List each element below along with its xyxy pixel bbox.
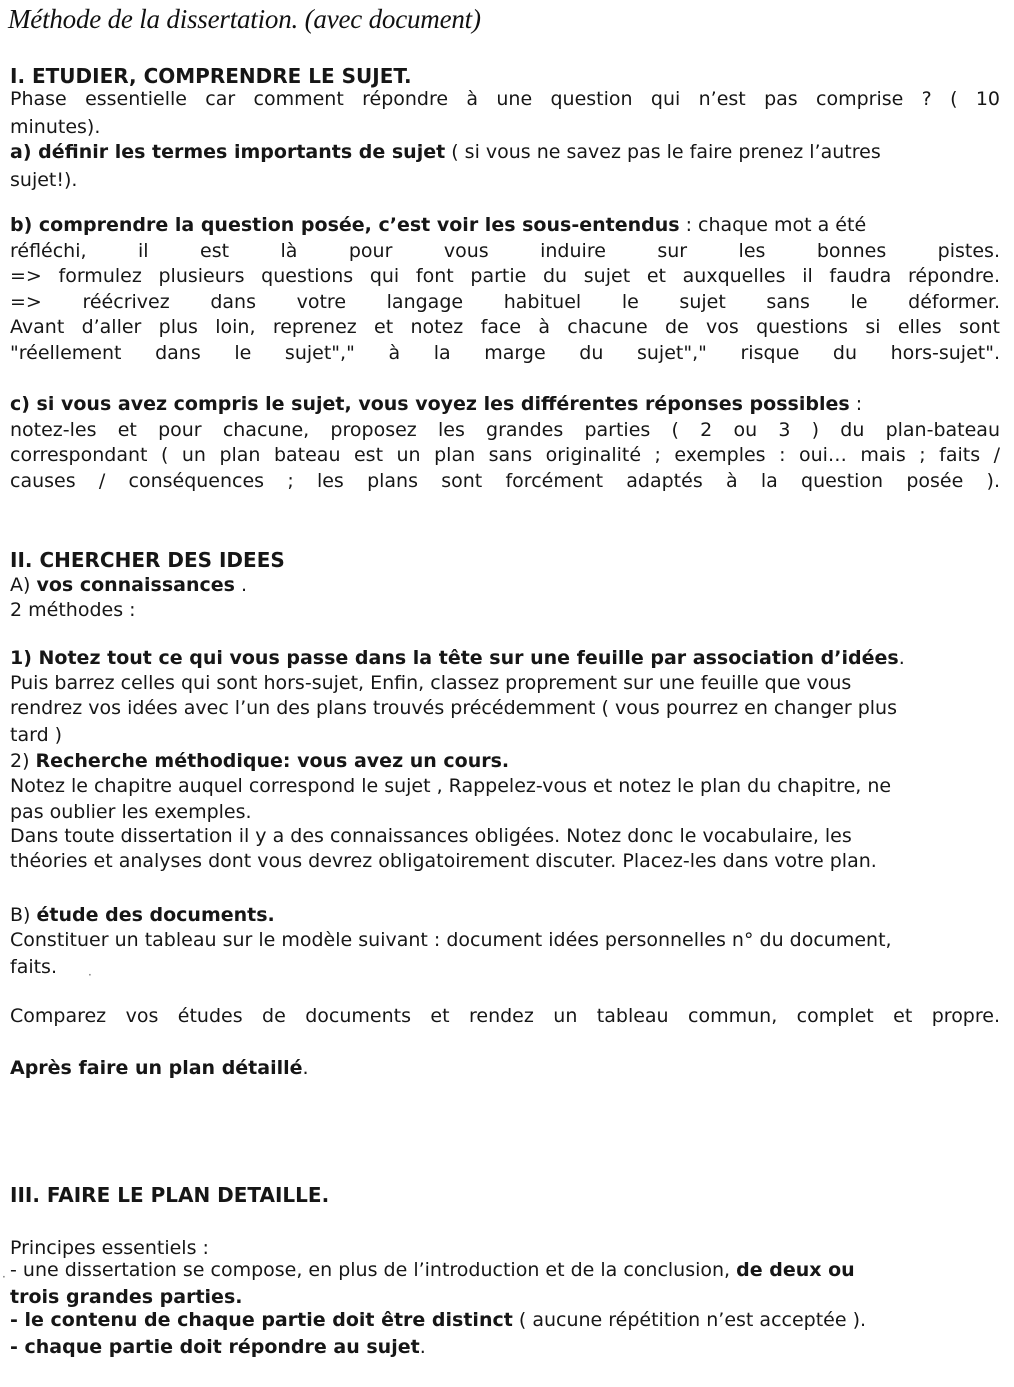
section-2-heading: II. CHERCHER DES IDEES: [10, 548, 285, 572]
s1-intro-line-2: minutes).: [10, 116, 101, 138]
s2-m2-line-1: [10, 749, 1000, 773]
s2-m2-prefix: 2): [10, 750, 36, 772]
s3-p1-normal: - une dissertation se compose, en plus de l’introduction et de la conclusion,: [10, 1259, 737, 1281]
section-3-heading: III. FAIRE LE PLAN DETAILLE.: [10, 1183, 330, 1207]
scan-speck-margin: ·: [2, 1270, 6, 1284]
s2-A-line: [10, 573, 1000, 597]
s3-p3-line: [10, 1335, 1000, 1359]
s1-b-bold: b) comprendre la question posée, c’est voir les sous-entendus: [10, 214, 680, 236]
s2-A-suffix: .: [234, 574, 248, 596]
s2-m2-line-4: Dans toute dissertation il y a des connaissances obligées. Notez donc le vocabulaire, les: [10, 825, 852, 847]
s2-B-line-4: Comparez vos études de documents et rendez un tableau commun, complet et propre.: [10, 1005, 1000, 1027]
s3-p1-line-1: [10, 1258, 1000, 1282]
s1-a-bold: a) définir les termes importants de sujet: [10, 141, 446, 163]
s2-after-line: [10, 1056, 1000, 1080]
s3-p2-rest: ( aucune répétition n’est acceptée ).: [512, 1309, 867, 1331]
s1-a-line-1: [10, 140, 1000, 164]
s2-m1-line-4: tard ): [10, 724, 63, 746]
section-1-heading: I. ETUDIER, COMPRENDRE LE SUJET.: [10, 64, 412, 88]
s2-B-line-2: Constituer un tableau sur le modèle suivant : document idées personnelles n° du document,: [10, 929, 892, 951]
s3-p1-line-2: trois grandes parties.: [10, 1286, 243, 1308]
s1-intro-line-1: Phase essentielle car comment répondre à une question qui n’est pas comprise ? ( 10: [10, 88, 1000, 110]
s2-m2-line-2: Notez le chapitre auquel correspond le sujet , Rappelez-vous et notez le plan du chapitre, ne: [10, 775, 892, 797]
s1-b-line-3: => formulez plusieurs questions qui font partie du sujet et auxquelles il faudra répondre.: [10, 265, 1000, 287]
s2-m1-suffix: .: [898, 647, 905, 669]
s2-B-line-3: faits.: [10, 956, 57, 978]
s3-p1-bold: de deux ou: [736, 1259, 855, 1281]
s2-m2-bold: Recherche méthodique: vous avez un cours.: [35, 750, 510, 772]
document-title: Méthode de la dissertation. (avec document): [8, 4, 481, 34]
s2-m1-line-3: rendrez vos idées avec l’un des plans trouvés précédemment ( vous pourrez en changer plus: [10, 697, 897, 719]
s2-m1-line-2: Puis barrez celles qui sont hors-sujet, Enfin, classez proprement sur une feuille que vous: [10, 672, 852, 694]
s2-B-prefix: B): [10, 904, 37, 926]
s2-A-prefix: A): [10, 574, 37, 596]
s1-a-line-2: sujet!).: [10, 169, 78, 191]
s1-b-line-5: Avant d’aller plus loin, reprenez et notez face à chacune de vos questions si elles sont: [10, 316, 1000, 338]
s2-B-line-1: [10, 903, 1000, 927]
s2-after-bold: Après faire un plan détaillé: [10, 1057, 303, 1079]
s3-principles-line: Principes essentiels :: [10, 1237, 209, 1259]
s2-m1-bold: 1) Notez tout ce qui vous passe dans la tête sur une feuille par association d’idées: [10, 647, 899, 669]
s1-c-line-1: [10, 392, 1000, 416]
s1-b-line-2: réfléchi, il est là pour vous induire sur les bonnes pistes.: [10, 240, 1000, 262]
s2-m2-line-3: pas oublier les exemples.: [10, 801, 252, 823]
s2-methods-line: 2 méthodes :: [10, 599, 136, 621]
s1-c-rest: :: [849, 393, 863, 415]
s1-b-rest: : chaque mot a été: [679, 214, 867, 236]
s1-b-line-6: "réellement dans le sujet"," à la marge du sujet"," risque du hors-sujet".: [10, 342, 1000, 364]
s2-B-bold: étude des documents.: [36, 904, 275, 926]
s3-p3-bold: - chaque partie doit répondre au sujet: [10, 1336, 420, 1358]
s3-p2-line: [10, 1308, 1000, 1332]
s1-a-rest: ( si vous ne savez pas le faire prenez l’autres: [445, 141, 881, 163]
s2-A-bold: vos connaissances: [36, 574, 235, 596]
s1-c-line-3: correspondant ( un plan bateau est un plan sans originalité ; exemples : oui… mais ; faits /: [10, 444, 1000, 466]
s3-p2-bold: - le contenu de chaque partie doit être distinct: [10, 1309, 513, 1331]
s1-c-line-2: notez-les et pour chacune, proposez les grandes parties ( 2 ou 3 ) du plan-bateau: [10, 419, 1000, 441]
s1-b-line-1: [10, 213, 1000, 237]
s1-c-bold: c) si vous avez compris le sujet, vous voyez les différentes réponses possibles: [10, 393, 850, 415]
s1-b-line-4: => réécrivez dans votre langage habituel le sujet sans le déformer.: [10, 291, 1000, 313]
s2-after-suffix: .: [302, 1057, 309, 1079]
s2-m1-line-1: [10, 646, 1000, 670]
s1-c-line-4: causes / conséquences ; les plans sont forcément adaptés à la question posée ).: [10, 470, 1000, 492]
s3-p3-suffix: .: [419, 1336, 426, 1358]
scan-speck: ·: [88, 968, 92, 982]
s2-m2-line-5: théories et analyses dont vous devrez obligatoirement discuter. Placez-les dans votre plan.: [10, 850, 877, 872]
